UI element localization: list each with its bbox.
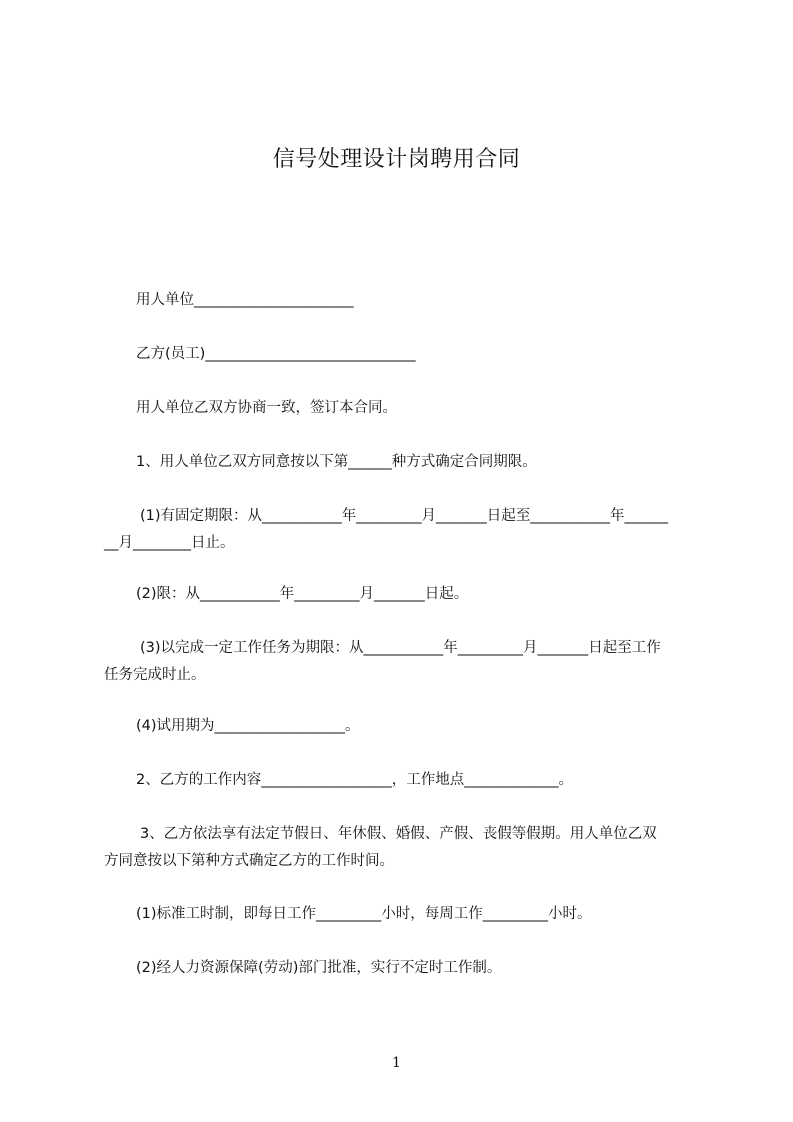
clause-1-option-1-line: (1)有固定期限：从___________年_________月_______日起至___________年______ [140,508,669,524]
page-number: 1 [392,1055,401,1071]
clause-3-line: 3、乙方依法享有法定节假日、年休假、婚假、产假、丧假等假期。用人单位乙双 [140,826,657,842]
clause-1-line: 1、用人单位乙双方同意按以下第______种方式确定合同期限。 [136,454,537,470]
clause-3-continued: 方同意按以下第种方式确定乙方的工作时间。 [104,853,394,869]
document-title: 信号处理设计岗聘用合同 [272,147,521,172]
employer-line: 用人单位______________________ [136,292,354,308]
clause-1-option-2-line: (2)限：从___________年_________月_______日起。 [136,586,469,602]
clause-3-option-1-line: (1)标准工时制，即每日工作_________小时，每周工作_________小时。 [136,906,592,922]
agreement-line: 用人单位乙双方协商一致，签订本合同。 [136,400,397,416]
clause-1-option-1-continued: __月________日止。 [104,535,235,551]
probation-line: (4)试用期为__________________。 [136,718,360,734]
clause-2-line: 2、乙方的工作内容__________________，工作地点_____________。 [136,772,573,788]
clause-1-option-3-continued: 任务完成时止。 [104,667,206,683]
employee-line: 乙方(员工)_____________________________ [136,346,416,362]
clause-3-option-2-line: (2)经人力资源保障(劳动)部门批准，实行不定时工作制。 [136,960,502,976]
clause-1-option-3-line: (3)以完成一定工作任务为期限：从___________年_________月_______日起至工作 [140,640,661,656]
